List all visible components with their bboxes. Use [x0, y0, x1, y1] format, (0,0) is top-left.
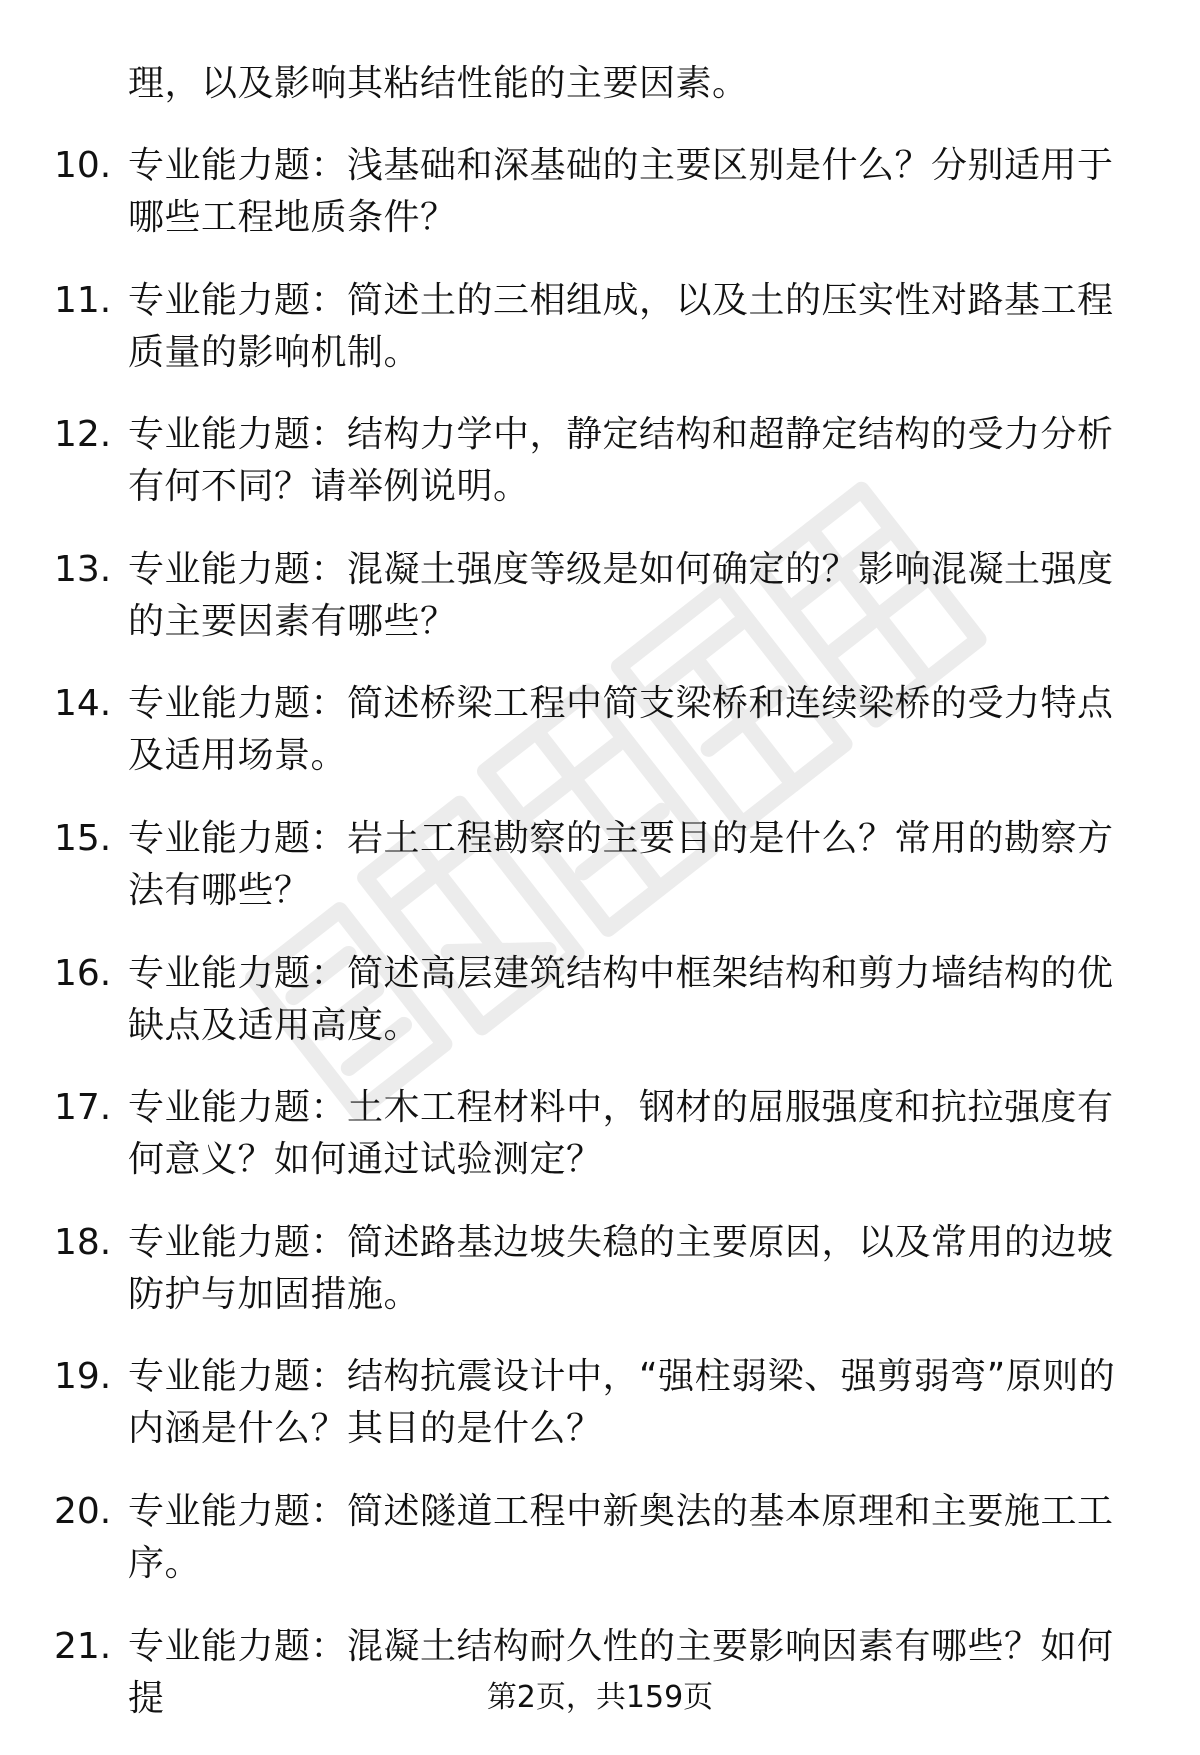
list-item	[0, 1486, 1200, 1621]
item-text: 专业能力题：简述隧道工程中新奥法的基本原理和主要施工工序。	[128, 1490, 1114, 1584]
item-number: 13.	[54, 548, 112, 590]
item-number: 14.	[54, 683, 112, 725]
item-text: 专业能力题：简述土的三相组成，以及土的压实性对路基工程质量的影响机制。	[128, 279, 1114, 373]
page-footer: 第2页，共159页	[486, 1680, 714, 1715]
item-number: 18.	[54, 1221, 112, 1263]
list-item	[0, 948, 1200, 1083]
list-item	[0, 409, 1200, 544]
list-item	[0, 678, 1200, 813]
item-number: 15.	[54, 817, 112, 859]
item-text: 专业能力题：浅基础和深基础的主要区别是什么？分别适用于哪些工程地质条件？	[128, 145, 1114, 238]
item-text: 专业能力题：混凝土结构耐久性的主要影响因素有哪些？如何提	[128, 1625, 1114, 1719]
item-number: 21.	[54, 1625, 112, 1667]
item-text: 专业能力题：结构力学中，静定结构和超静定结构的受力分析有何不同？请举例说明。	[128, 414, 1114, 508]
item-text: 专业能力题：简述高层建筑结构中框架结构和剪力墙结构的优缺点及适用高度。	[128, 952, 1114, 1046]
item-number: 16.	[54, 952, 112, 994]
item-text: 专业能力题：混凝土强度等级是如何确定的？影响混凝土强度的主要因素有哪些？	[128, 548, 1114, 642]
item-number: 17.	[54, 1087, 112, 1129]
list-item	[0, 813, 1200, 948]
continuation-text: 理，以及影响其粘结性能的主要因素。	[128, 63, 749, 104]
item-text: 专业能力题：简述桥梁工程中简支梁桥和连续梁桥的受力特点及适用场景。	[128, 683, 1114, 777]
list-item	[0, 1217, 1200, 1352]
item-text: 专业能力题：简述路基边坡失稳的主要原因，以及常用的边坡防护与加固措施。	[128, 1221, 1114, 1315]
list-item	[0, 544, 1200, 679]
list-item	[0, 275, 1200, 410]
question-list	[0, 140, 1200, 1755]
item-number: 19.	[54, 1356, 112, 1398]
list-item	[0, 1082, 1200, 1217]
list-item	[0, 1351, 1200, 1486]
item-text: 专业能力题：土木工程材料中，钢材的屈服强度和抗拉强度有何意义？如何通过试验测定？	[128, 1087, 1114, 1181]
item-number: 12.	[54, 414, 112, 456]
item-number: 20.	[54, 1490, 112, 1532]
item-text: 专业能力题：岩土工程勘察的主要目的是什么？常用的勘察方法有哪些？	[128, 817, 1114, 911]
list-item	[0, 140, 1200, 275]
item-number: 11.	[54, 279, 112, 321]
item-number: 10.	[54, 145, 112, 186]
item-text: 专业能力题：结构抗震设计中，“强柱弱梁、强剪弱弯”原则的内涵是什么？其目的是什么？	[128, 1356, 1116, 1450]
